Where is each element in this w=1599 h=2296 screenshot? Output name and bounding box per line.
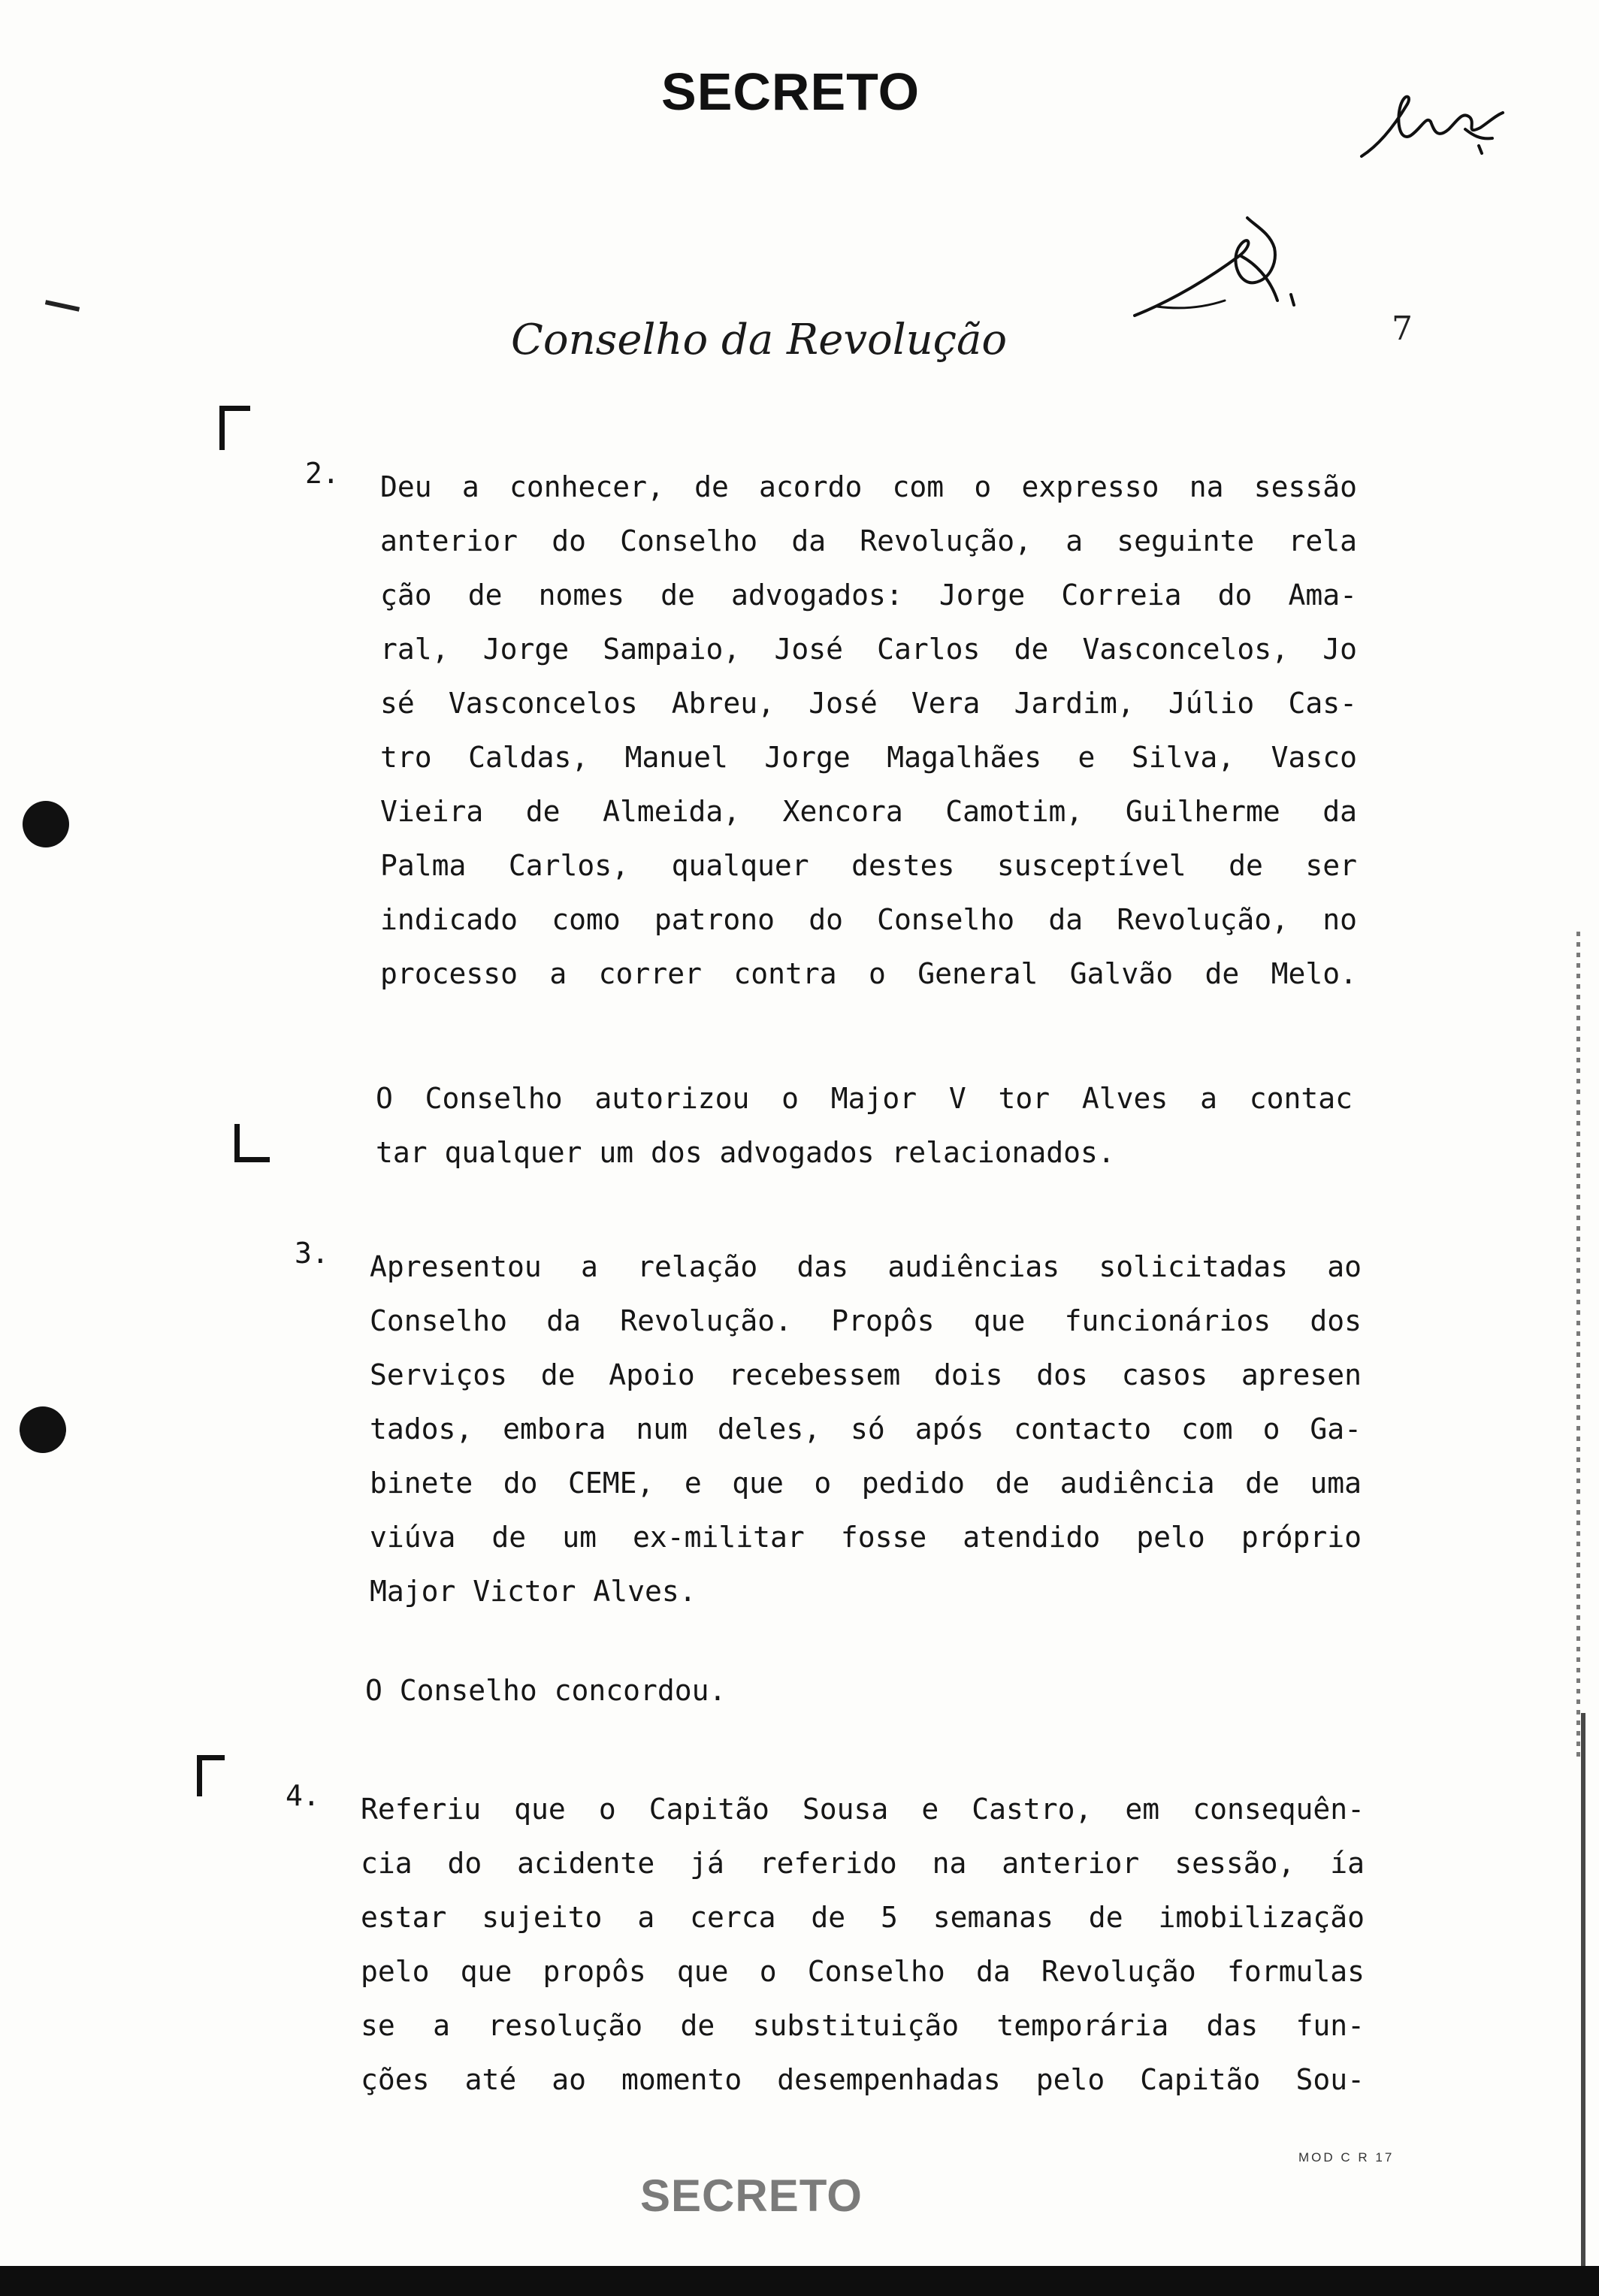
signature-initials-top [1353,75,1518,173]
text-line: sé Vasconcelos Abreu, José Vera Jardim, Júlio Cas- [380,687,1357,720]
classification-stamp-faded: SECRETO [640,2171,863,2221]
form-code: MOD C R 17 [1298,2150,1395,2165]
item-number: 3. [295,1237,329,1270]
text-line: Apresentou a relação das audiências solicitadas ao [370,1250,1362,1283]
text-line: Referiu que o Capitão Sousa e Castro, em consequên- [361,1793,1365,1826]
text-line: processo a correr contra o General Galvão de Melo. [380,957,1357,990]
council-note [365,1663,1342,1717]
text-line: Palma Carlos, qualquer destes susceptível de ser [380,849,1357,882]
signature-rubric [1127,210,1322,331]
item-number: 4. [286,1779,320,1812]
text-line: pelo que propôs que o Conselho da Revolução formulas [361,1955,1365,1988]
text-line: Conselho da Revolução. Propôs que funcionários dos [370,1304,1362,1337]
text-line: ção de nomes de advogados: Jorge Correia do Ama- [380,579,1357,612]
scan-edge-artifact [1581,1713,1585,2269]
text-line: Major Victor Alves. [370,1575,697,1608]
text-line: Serviços de Apoio recebessem dois dos casos apresen [370,1358,1362,1391]
item-number: 2. [305,457,340,490]
punch-hole [23,801,69,847]
scan-edge-artifact [1576,932,1580,1758]
text-line: se a resolução de substituição temporária das fun- [361,2009,1365,2042]
text-line: tro Caldas, Manuel Jorge Magalhães e Silva, Vasco [380,741,1357,774]
text-line: binete do CEME, e que o pedido de audiência de uma [370,1467,1362,1500]
item-paragraph [370,1240,1362,1618]
text-line: Vieira de Almeida, Xencora Camotim, Guilherme da [380,795,1357,828]
council-note [376,1071,1353,1180]
text-line: anterior do Conselho da Revolução, a seguinte rela [380,524,1357,557]
bracket-mark-open [197,1755,225,1796]
scan-bottom-edge [0,2266,1599,2296]
item-paragraph [380,460,1357,1001]
text-line: cia do acidente já referido na anterior sessão, ía [361,1847,1365,1880]
punch-hole [20,1406,66,1453]
text-line: tar qualquer um dos advogados relacionados. [376,1136,1115,1169]
text-line: O Conselho autorizou o Major V tor Alves a contac [376,1082,1353,1115]
bracket-mark-close [234,1124,270,1162]
text-line: indicado como patrono do Conselho da Revolução, no [380,903,1357,936]
text-line: viúva de um ex-militar fosse atendido pelo próprio [370,1521,1362,1554]
text-line: ral, Jorge Sampaio, José Carlos de Vasconcelos, Jo [380,633,1357,666]
classification-header: SECRETO [661,62,920,121]
text-line: tados, embora num deles, só após contacto com o Ga- [370,1412,1362,1446]
text-line: estar sujeito a cerca de 5 semanas de imobilização [361,1901,1365,1934]
text-line: O Conselho concordou. [365,1674,727,1707]
letterhead-title: Conselho da Revolução [511,316,1008,364]
page-number: 7 [1392,310,1413,348]
bracket-mark-open [219,406,250,450]
text-line: Deu a conhecer, de acordo com o expresso na sessão [380,470,1357,503]
text-line: ções até ao momento desempenhadas pelo Capitão Sou- [361,2063,1365,2096]
item-paragraph [361,1782,1365,2107]
margin-mark-tick [45,300,80,311]
